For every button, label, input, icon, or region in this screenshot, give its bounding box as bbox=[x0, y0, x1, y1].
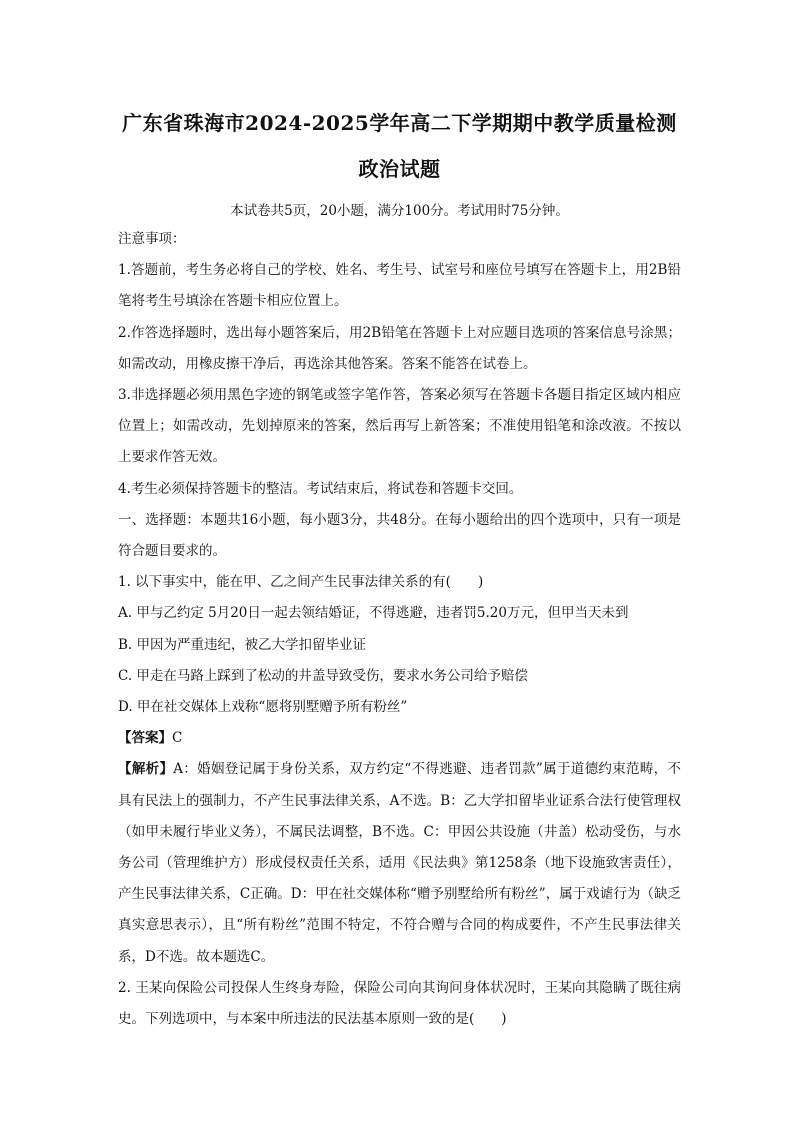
question-1-option-b: B. 甲因为严重违纪，被乙大学扣留毕业证 bbox=[118, 636, 367, 653]
title-line-2: 政治试题 bbox=[358, 157, 441, 181]
notice-item-3: 3.非选择题必须用黑色字迹的钢笔或签字笔作答，答案必须写在答题卡各题目指定区域内相应位置上；如需改动，先划掉原来的答案，然后再写上新答案；不准使用铅笔和涂改液。不按以上要求作答无效。 bbox=[118, 387, 681, 466]
analysis-label: 【解析】 bbox=[118, 761, 174, 778]
answer-label: 【答案】 bbox=[118, 730, 172, 747]
notice-heading: 注意事项： bbox=[118, 231, 186, 247]
exam-info: 本试卷共5页，20小题，满分100分。考试用时75分钟。 bbox=[230, 203, 569, 219]
question-1-option-d: D. 甲在社交媒体上戏称“愿将别墅赠予所有粉丝” bbox=[118, 699, 408, 716]
section-1-heading: 一、选择题：本题共16小题，每小题3分，共48分。在每小题给出的四个选项中，只有一项是符合题目要求的。 bbox=[118, 511, 681, 560]
notice-item-4: 4.考生必须保持答题卡的整洁。考试结束后，将试卷和答题卡交回。 bbox=[118, 480, 523, 497]
question-1-analysis bbox=[118, 754, 681, 972]
question-1-option-a: A. 甲与乙约定 5月20日一起去领结婚证，不得逃避，违者罚5.20万元，但甲当天未到 bbox=[118, 605, 629, 622]
answer-value: C bbox=[172, 730, 183, 747]
analysis-text: A：婚姻登记属于身份关系，双方约定“不得逃避、违者罚款”属于道德约束范畴，不具有民法上的强制力，不产生民事法律关系，A不选。B：乙大学扣留毕业证系合法行使管理权（如甲未履行毕业义务），不属民法调整，B不选。C：甲因公共设施（井盖）松动受伤，与水务公司（管理维护方）形成侵权责任关系，适用《民法典》第1258条（地下设施致害责任），产生民事法律关系，C正确。D：甲在社交媒体称“赠予别墅给所有粉丝”，属于戏谑行为（缺乏真实意思表示），且“所有粉丝”范围不特定，不符合赠与合同的构成要件，不产生民事法律关系，D不选。故本题选C。 bbox=[118, 761, 681, 965]
notice-item-2: 2.作答选择题时，选出每小题答案后，用2B铅笔在答题卡上对应题目选项的答案信息号涂黑；如需改动，用橡皮擦干净后，再选涂其他答案。答案不能答在试卷上。 bbox=[118, 324, 681, 372]
question-2-stem: 2. 王某向保险公司投保人生终身寿险，保险公司向其询问身体状况时，王某向其隐瞒了既往病史。下列选项中，与本案中所违法的民法基本原则一致的是( ) bbox=[118, 979, 681, 1028]
notice-item-1: 1.答题前，考生务必将自己的学校、姓名、考生号、试室号和座位号填写在答题卡上，用2B铅笔将考生号填涂在答题卡相应位置上。 bbox=[118, 262, 681, 310]
question-1-answer bbox=[118, 723, 681, 754]
title-line-1: 广东省珠海市2024-2025学年高二下学期期中教学质量检测 bbox=[122, 111, 677, 135]
question-1-option-c: C. 甲走在马路上踩到了松动的井盖导致受伤，要求水务公司给予赔偿 bbox=[118, 667, 528, 684]
question-1-stem: 1. 以下事实中，能在甲、乙之间产生民事法律关系的有( ) bbox=[118, 574, 484, 591]
